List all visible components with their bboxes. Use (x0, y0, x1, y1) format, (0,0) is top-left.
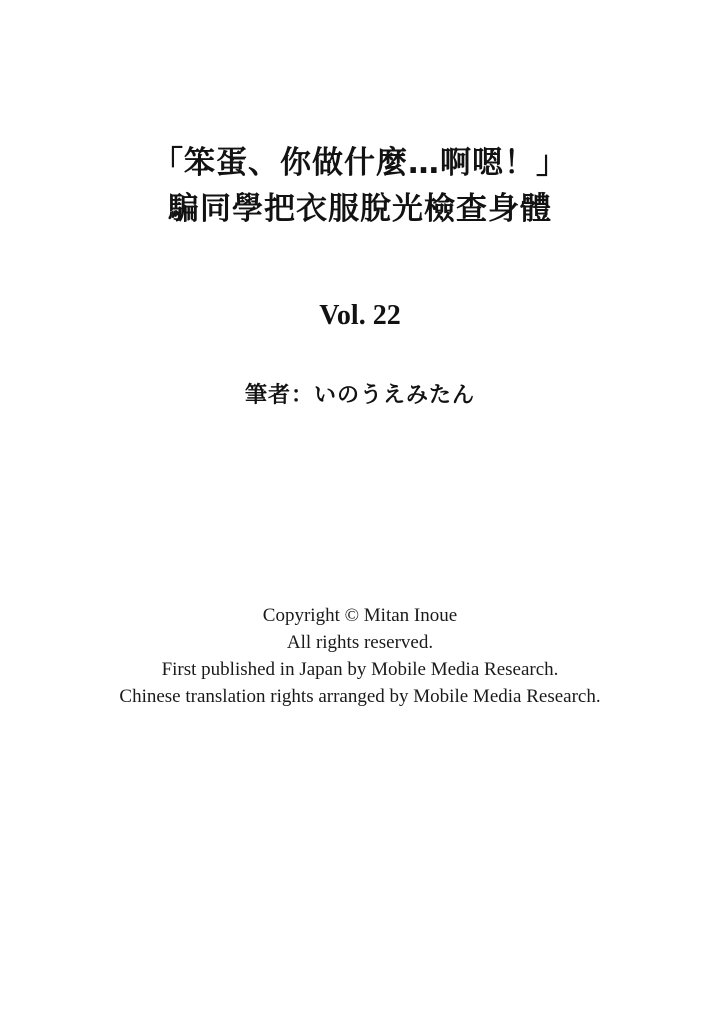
copyright-line-3: First published in Japan by Mobile Media Research. (161, 659, 559, 680)
copyright-block (0, 602, 720, 710)
copyright-line-2: All rights reserved. (286, 632, 434, 653)
author-label: 筆者：いのうえみたん (244, 383, 475, 408)
copyright-line-1: Copyright © Mitan Inoue (262, 605, 458, 626)
copyright-line-4: Chinese translation rights arranged by Mobile Media Research. (119, 686, 601, 707)
page-title-line-1: 「笨蛋、你做什麼…啊嗯！」 (152, 145, 568, 181)
page-title-line-2: 騙同學把衣服脫光檢查身體 (168, 191, 552, 227)
volume-label: Vol. 22 (319, 300, 401, 331)
title-block (0, 140, 720, 232)
